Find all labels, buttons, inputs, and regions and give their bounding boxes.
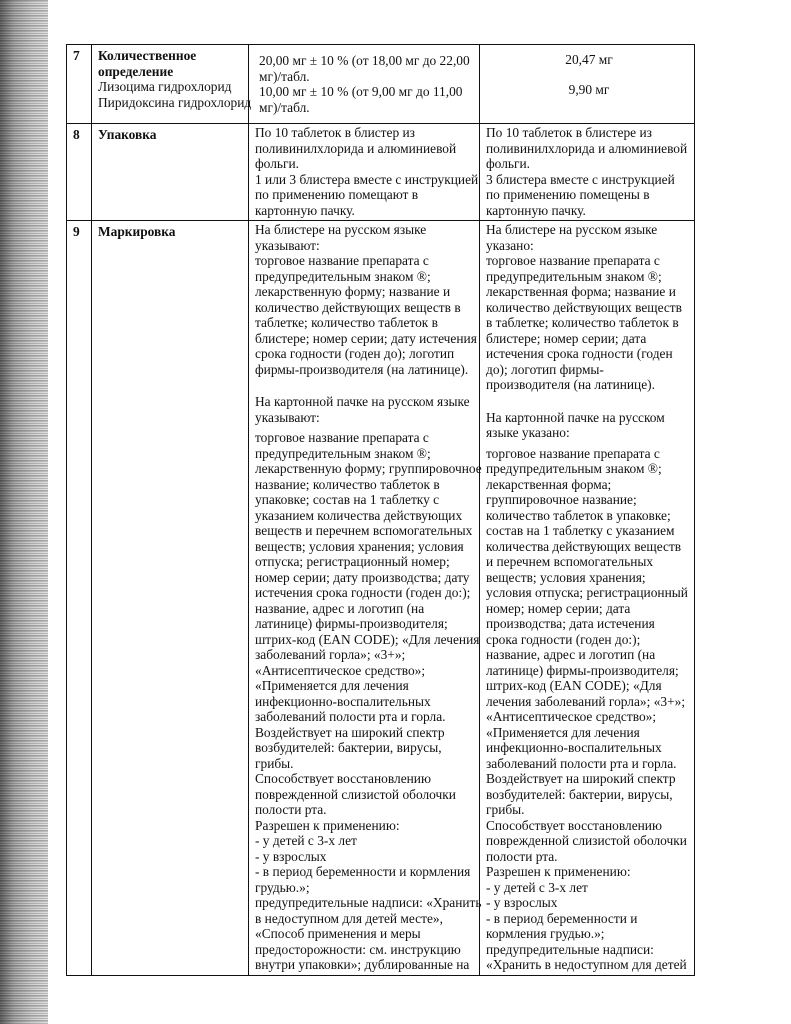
- fact-line: инфекционно-воспалительных: [486, 740, 662, 755]
- fact-line: блистере; номер серии; дата: [486, 330, 647, 346]
- table-row-8: [67, 124, 695, 221]
- requirement-line: веществ и перечнем вспомогательных: [255, 523, 473, 538]
- requirement-line: 20,00 мг ± 10 % (от 18,00 мг до 22,00: [259, 53, 470, 68]
- requirement-line: Разрешен к применению:: [255, 817, 400, 833]
- row-number: 7: [67, 45, 92, 124]
- requirement-line: внутри упаковки»; дублированные на: [255, 957, 470, 972]
- requirement-line: - у детей с 3-х лет: [255, 833, 357, 848]
- requirement-line: На блистере на русском языке: [255, 222, 427, 237]
- fact-line: по применению помещены в: [486, 187, 650, 202]
- requirement-line: грудью.»;: [255, 879, 310, 895]
- table-row-7: [67, 45, 695, 124]
- requirement-blister-block: [255, 222, 477, 377]
- requirement-line: поврежденной слизистой оболочки: [255, 786, 456, 802]
- parameter-name: Маркировка: [98, 224, 176, 239]
- requirement-line: полости рта.: [255, 802, 327, 817]
- requirement-line: таблетке; количество таблеток в: [255, 315, 438, 330]
- fact-line: количество таблеток в упаковке;: [486, 507, 671, 523]
- fact-line: Воздействует на широкий спектр: [486, 771, 676, 786]
- requirement-line: лекарственную форму; группировочное: [255, 461, 482, 476]
- scan-edge-artifact: [0, 0, 48, 1024]
- specification-table: [66, 44, 695, 976]
- fact-line: истечения срока годности (годен: [486, 346, 673, 361]
- requirement-line: «Способ применения и меры: [255, 926, 421, 941]
- requirement-line: поливинилхлорида и алюминиевой: [255, 140, 457, 156]
- fact-line: По 10 таблеток в блистере из: [486, 125, 652, 140]
- fact-line: и перечнем вспомогательных: [486, 554, 654, 569]
- parameter-name-cell: [92, 221, 249, 976]
- fact-line: «Антисептическое средство»;: [486, 709, 657, 724]
- parameter-name: Упаковка: [98, 127, 157, 142]
- requirement-line: торговое название препарата с: [255, 253, 429, 268]
- requirement-line: возбудителей: бактерии, вирусы,: [255, 740, 442, 755]
- requirement-line: - в период беременности и кормления: [255, 864, 471, 879]
- fact-blister-block: [486, 222, 692, 393]
- requirement-line: - у взрослых: [255, 848, 327, 864]
- requirement-line: лекарственную форму; название и: [255, 284, 451, 299]
- requirement-line: указывают:: [255, 237, 320, 253]
- fact-line: языке указано:: [486, 425, 570, 440]
- requirement-line: срока годности (годен до); логотип: [255, 346, 455, 361]
- fact-line: поврежденной слизистой оболочки: [486, 833, 687, 848]
- fact-line: в таблетке; количество таблеток в: [486, 315, 679, 330]
- fact-line: На картонной пачке на русском: [486, 409, 665, 425]
- fact-line: лекарственная форма; название и: [486, 284, 676, 299]
- requirement-line: указанием количества действующих: [255, 507, 463, 523]
- fact-line: поливинилхлорида и алюминиевой: [486, 140, 688, 156]
- requirement-line: Воздействует на широкий спектр: [255, 724, 445, 740]
- fact-line: - у взрослых: [486, 895, 558, 910]
- requirement-line: фирмы-производителя (на латинице).: [255, 361, 469, 377]
- fact-cell: [480, 45, 695, 124]
- fact-line: срока годности (годен до:);: [486, 631, 641, 647]
- fact-line: торговое название препарата с: [486, 253, 660, 268]
- fact-carton-block: [486, 446, 692, 973]
- requirement-line: в недоступном для детей месте»,: [255, 910, 443, 926]
- requirement-line: предупредительным знаком ®;: [255, 268, 431, 284]
- requirement-line: инфекционно-воспалительных: [255, 693, 431, 709]
- requirement-line: заболеваний полости рта и горла.: [255, 709, 446, 724]
- fact-carton-heading: [486, 410, 692, 441]
- requirement-line: мг)/табл.: [259, 68, 310, 84]
- parameter-name: Количественное: [98, 48, 197, 63]
- fact-line: «Применяется для лечения: [486, 724, 640, 740]
- fact-line: полости рта.: [486, 848, 558, 864]
- fact-line: Способствует восстановлению: [486, 817, 662, 833]
- requirement-line: количество действующих веществ в: [255, 299, 461, 315]
- requirement-cell: [249, 124, 480, 221]
- fact-line: На блистере на русском языке: [486, 222, 658, 237]
- requirement-line: название; количество таблеток в: [255, 476, 440, 492]
- requirement-line: истечения срока годности (годен до:);: [255, 585, 471, 600]
- requirement-line: предупредительным знаком ®;: [255, 445, 431, 461]
- fact-line: - у детей с 3-х лет: [486, 879, 588, 895]
- fact-line: 3 блистера вместе с инструкцией: [486, 171, 675, 187]
- fact-line: картонную пачку.: [486, 202, 586, 218]
- fact-cell: [480, 221, 695, 976]
- requirement-carton-heading: [255, 394, 477, 425]
- fact-line: предупредительным знаком ®;: [486, 268, 662, 284]
- row-number: 8: [67, 124, 92, 221]
- requirement-line: По 10 таблеток в блистер из: [255, 125, 415, 140]
- fact-line: - в период беременности и: [486, 910, 638, 926]
- requirement-line: штрих-код (EAN CODE); «Для лечения: [255, 631, 480, 647]
- requirement-line: грибы.: [255, 755, 294, 771]
- fact-line: состав на 1 таблетку с указанием: [486, 523, 675, 538]
- fact-line: название, адрес и логотип (на: [486, 647, 656, 662]
- requirement-line: упаковке; состав на 1 таблетку с: [255, 492, 440, 507]
- parameter-name-cell: [92, 45, 252, 124]
- fact-cell: [480, 124, 695, 221]
- requirement-cell: [249, 45, 480, 124]
- requirement-line: название, адрес и логотип (на: [255, 600, 425, 616]
- requirement-line: веществ; условия хранения; условия: [255, 538, 464, 554]
- fact-line: 20,47 мг: [565, 52, 613, 67]
- fact-line: фольги.: [486, 156, 530, 171]
- requirement-line: указывают:: [255, 409, 320, 425]
- requirement-line: «Применяется для лечения: [255, 678, 409, 693]
- requirement-line: мг)/табл.: [259, 99, 310, 115]
- fact-line: предупредительным знаком ®;: [486, 461, 662, 476]
- parameter-name: определение: [98, 63, 174, 79]
- parameter-name: Лизоцима гидрохлорид: [98, 79, 232, 94]
- fact-line: номер; номер серии; дата: [486, 600, 631, 616]
- fact-line: предупредительные надписи:: [486, 941, 654, 957]
- fact-line: кормления грудью.»;: [486, 926, 605, 941]
- requirement-line: по применению помещают в: [255, 187, 419, 202]
- requirement-line: На картонной пачке на русском языке: [255, 394, 470, 409]
- requirement-line: 1 или 3 блистера вместе с инструкцией: [255, 171, 479, 187]
- fact-line: заболеваний полости рта и горла.: [486, 755, 677, 771]
- parameter-name: Пиридоксина гидрохлорид: [98, 94, 252, 110]
- parameter-name-cell: [92, 124, 249, 221]
- requirement-line: отпуска; регистрационный номер;: [255, 554, 450, 569]
- requirement-carton-block: [255, 430, 482, 973]
- requirement-line: предупредительные надписи: «Хранить: [255, 895, 482, 910]
- requirement-line: торговое название препарата с: [255, 430, 429, 445]
- fact-line: условия отпуска; регистрационный: [486, 585, 688, 600]
- requirement-line: «Антисептическое средство»;: [255, 662, 426, 678]
- fact-line: до); логотип фирмы-: [486, 361, 604, 377]
- requirement-line: картонную пачку.: [255, 202, 355, 218]
- requirement-line: Способствует восстановлению: [255, 771, 431, 786]
- fact-line: «Хранить в недоступном для детей: [486, 957, 687, 972]
- fact-line: штрих-код (EAN CODE); «Для: [486, 678, 662, 693]
- fact-line: Разрешен к применению:: [486, 864, 631, 879]
- fact-line: количества действующих веществ: [486, 538, 682, 554]
- row-number: 9: [67, 221, 92, 976]
- fact-line: 9,90 мг: [568, 81, 610, 97]
- fact-line: количество действующих веществ: [486, 299, 682, 315]
- requirement-line: заболеваний горла»; «3+»;: [255, 647, 406, 662]
- table-row-9: [67, 221, 695, 976]
- requirement-line: 10,00 мг ± 10 % (от 9,00 мг до 11,00: [259, 84, 463, 99]
- fact-line: веществ; условия хранения;: [486, 569, 646, 585]
- requirement-cell: [249, 221, 480, 976]
- requirement-line: фольги.: [255, 156, 299, 171]
- fact-line: производителя (на латинице).: [486, 377, 655, 392]
- fact-line: лечения заболеваний горла»; «3+»;: [486, 693, 686, 709]
- requirement-line: предосторожности: см. инструкцию: [255, 941, 461, 957]
- fact-line: латинице) фирмы-производителя;: [486, 662, 679, 678]
- fact-line: лекарственная форма;: [486, 476, 612, 492]
- fact-line: группировочное название;: [486, 492, 637, 507]
- fact-line: торговое название препарата с: [486, 445, 660, 461]
- requirement-line: латинице) фирмы-производителя;: [255, 616, 448, 631]
- fact-line: указано:: [486, 237, 534, 253]
- requirement-line: номер серии; дату производства; дату: [255, 569, 470, 585]
- fact-line: грибы.: [486, 802, 525, 817]
- requirement-line: блистере; номер серии; дату истечения: [255, 330, 477, 346]
- fact-line: возбудителей: бактерии, вирусы,: [486, 786, 673, 802]
- fact-line: производства; дата истечения: [486, 616, 655, 631]
